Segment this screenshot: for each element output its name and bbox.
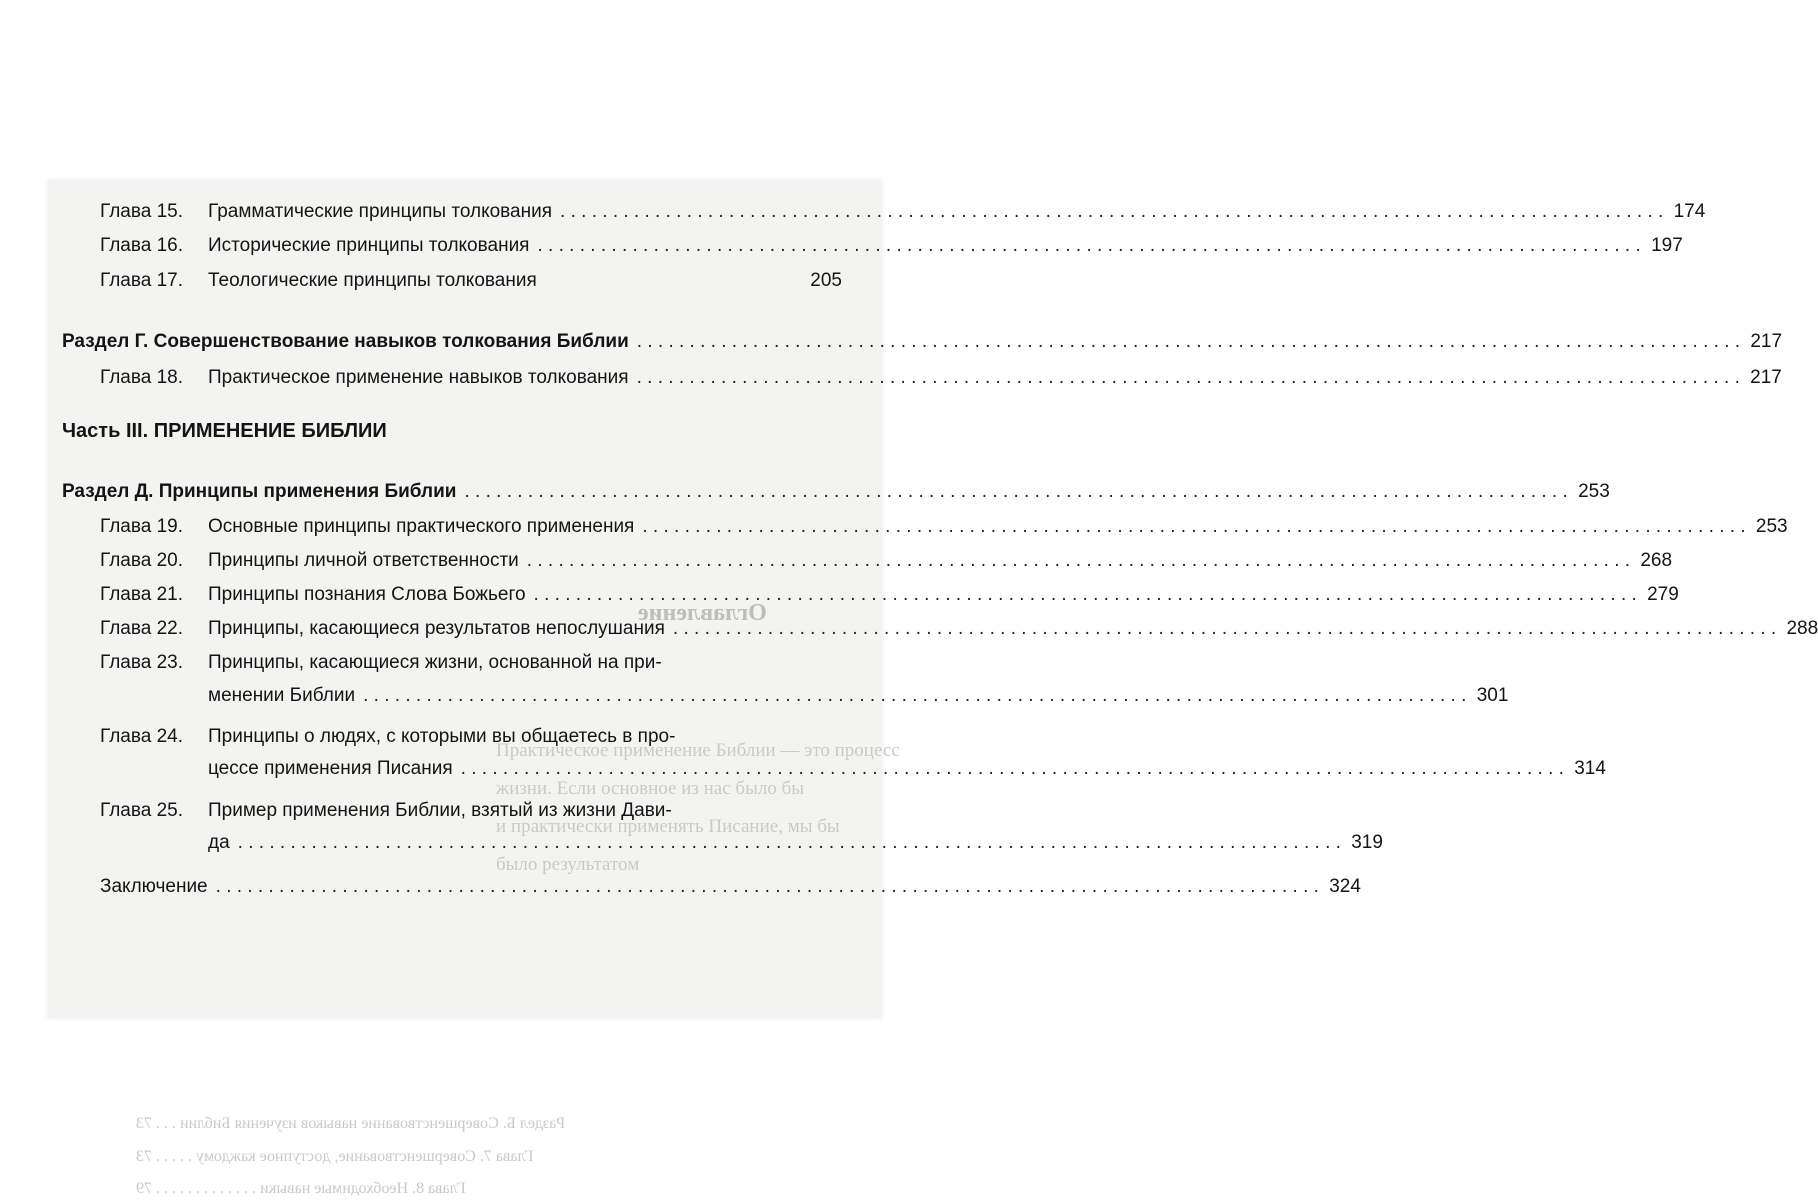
chapter-title-line1: Принципы о людях, с которыми вы общаетесь в про-	[208, 726, 676, 747]
toc-entry[interactable]	[100, 200, 1706, 224]
chapter-title: Теологические принципы толкования	[208, 270, 537, 291]
chapter-title: Принципы познания Слова Божьего	[208, 584, 526, 605]
page-number: 301	[1476, 685, 1509, 706]
bleed-through-text: Глава 8. Необходимые навыки . . . . . . . . . . . . . 79	[136, 1180, 466, 1197]
page-number: 314	[1574, 758, 1606, 779]
dot-leader	[363, 684, 1466, 708]
chapter-label: Глава 18.	[100, 367, 184, 388]
toc-entry[interactable]	[100, 583, 1679, 607]
chapter-label: Глава 20.	[100, 550, 184, 571]
chapter-label: Глава 17.	[100, 270, 184, 291]
bleed-through-text: Глава 7. Совершенствование, доступное каждому . . . . . 73	[136, 1148, 534, 1165]
toc-entry[interactable]	[100, 549, 1673, 573]
page-number: 268	[1640, 550, 1673, 571]
chapter-title-line2: да	[208, 832, 230, 853]
chapter-label: Глава 21.	[100, 584, 184, 605]
chapter-title-line1: Пример применения Библии, взятый из жизни Дави-	[208, 800, 672, 821]
section-title: Раздел Г. Совершенствование навыков толкования Библии	[62, 331, 629, 352]
bleed-through-text: Практическое применение Библии — это процесс	[496, 740, 900, 761]
chapter-title: Принципы, касающиеся результатов непослушания	[208, 618, 665, 639]
chapter-title-line2: цессе применения Писания	[208, 758, 453, 779]
dot-leader	[560, 200, 1663, 224]
bleed-through-text: жизни. Если основное из нас было бы	[496, 778, 805, 799]
dot-leader	[238, 831, 1341, 855]
page-number: 253	[1755, 516, 1788, 537]
dot-leader	[461, 757, 1564, 781]
page-number: 217	[1750, 367, 1782, 388]
dot-leader	[527, 549, 1630, 573]
dot-leader	[216, 875, 1319, 899]
dot-leader	[673, 617, 1776, 641]
chapter-label: Глава 16.	[100, 235, 184, 256]
chapter-title-line1: Принципы, касающиеся жизни, основанной на при-	[208, 652, 662, 673]
conclusion-title: Заключение	[100, 876, 208, 897]
page-number: 324	[1329, 876, 1361, 897]
section-title: Раздел Д. Принципы применения Библии	[62, 481, 457, 502]
toc-entry-continuation[interactable]	[208, 831, 1383, 855]
dot-leader	[464, 480, 1567, 504]
toc-entry[interactable]	[100, 366, 1782, 390]
toc-entry-continuation[interactable]	[208, 757, 1606, 781]
chapter-title: Исторические принципы толкования	[208, 235, 530, 256]
toc-entry-line[interactable]	[100, 725, 675, 749]
chapter-title: Грамматические принципы толкования	[208, 201, 553, 222]
dot-leader	[637, 330, 1740, 354]
page-number: 205	[810, 270, 842, 291]
dot-leader	[637, 366, 1740, 390]
toc-entry[interactable]	[100, 515, 1788, 539]
toc-section-entry[interactable]	[62, 330, 1783, 354]
chapter-label: Глава 15.	[100, 201, 184, 222]
bleed-through-text: Раздел Б. Совершенствование навыков изучения Библии . . . 73	[136, 1115, 566, 1132]
page-number: 279	[1647, 584, 1679, 605]
book-page	[48, 180, 1818, 1197]
toc-entry-continuation[interactable]	[208, 684, 1509, 708]
toc-entry-line[interactable]	[100, 651, 662, 675]
toc-entry-line[interactable]	[100, 799, 672, 823]
chapter-title: Основные принципы практического применения	[208, 516, 635, 537]
toc-entry[interactable]	[100, 269, 842, 293]
toc-entry[interactable]	[100, 234, 1683, 258]
chapter-label: Глава 25.	[100, 800, 184, 821]
page-number: 197	[1651, 235, 1683, 256]
toc-section-entry[interactable]	[62, 480, 1610, 504]
bleed-through-text: и практически применять Писание, мы бы	[496, 816, 840, 837]
page-number: 217	[1750, 331, 1783, 352]
page-number: 288	[1786, 618, 1818, 639]
toc-entry[interactable]	[100, 617, 1818, 641]
bleed-through-text: было результатом	[496, 854, 640, 875]
chapter-title: Принципы личной ответственности	[208, 550, 519, 571]
chapter-label: Глава 24.	[100, 726, 184, 747]
chapter-title: Практическое применение навыков толкования	[208, 367, 629, 388]
dot-leader	[534, 583, 1637, 607]
dot-leader	[537, 234, 1640, 258]
page-number: 319	[1351, 832, 1383, 853]
chapter-label: Глава 19.	[100, 516, 184, 537]
chapter-title-line2: менении Библии	[208, 685, 356, 706]
part-heading: Часть III. ПРИМЕНЕНИЕ БИБЛИИ	[62, 420, 387, 442]
chapter-label: Глава 23.	[100, 652, 184, 673]
chapter-label: Глава 22.	[100, 618, 184, 639]
page-number: 253	[1578, 481, 1610, 502]
dot-leader	[642, 515, 1745, 539]
bleed-through-title: Оглавление	[638, 600, 767, 626]
page-number: 174	[1673, 201, 1706, 222]
toc-entry[interactable]	[100, 875, 1361, 899]
